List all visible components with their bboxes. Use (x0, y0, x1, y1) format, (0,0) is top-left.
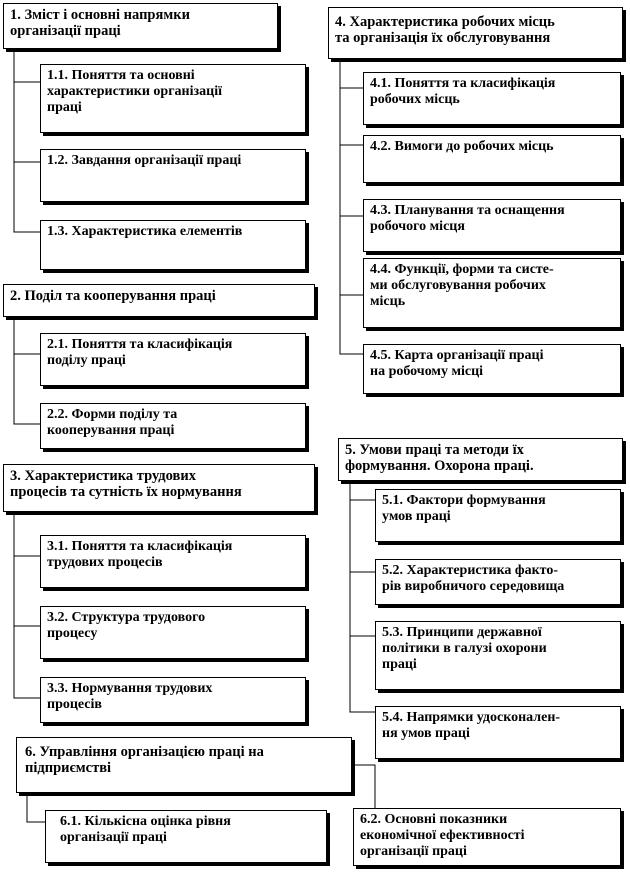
item-1-1: 1.1. Поняття та основні характеристики організації праці (40, 64, 306, 133)
item-1-2: 1.2. Завдання організації праці (40, 149, 306, 202)
connector-section-5 (350, 482, 375, 712)
item-4-2: 4.2. Вимоги до робочих місць (363, 135, 621, 183)
section-3-title: 3. Характеристика трудових процесів та сутність їх нормування (3, 464, 315, 512)
connector-section-6-1 (27, 795, 45, 822)
connector-section-2 (14, 318, 40, 424)
item-6-2: 6.2. Основні показники економічної ефективності організації праці (353, 808, 621, 866)
connector-section-3 (14, 513, 40, 698)
item-2-1: 2.1. Поняття та класифікація поділу праці (40, 333, 306, 386)
section-5-title: 5. Умови праці та методи їх формування. Охорона праці. (338, 438, 623, 481)
item-5-3: 5.3. Принципи державної політики в галузі охорони праці (375, 621, 621, 690)
item-4-5: 4.5. Карта організації праці на робочому місці (363, 344, 621, 394)
item-5-2: 5.2. Характеристика факто- рів виробничого середовища (375, 559, 621, 605)
item-3-2: 3.2. Структура трудового процесу (40, 606, 306, 659)
section-2-title: 2. Поділ та кооперування праці (3, 284, 315, 317)
section-1-title: 1. Зміст і основні напрямки організації праці (3, 3, 278, 49)
section-4-title: 4. Характеристика робочих місць та організація їх обслуговування (328, 7, 623, 59)
item-3-3: 3.3. Нормування трудових процесів (40, 677, 306, 723)
item-3-1: 3.1. Поняття та класифікація трудових процесів (40, 535, 306, 588)
item-6-1: 6.1. Кількісна оцінка рівня організації праці (45, 810, 327, 863)
item-1-3: 1.3. Характеристика елементів (40, 220, 306, 270)
connector-section-4 (340, 60, 363, 354)
item-4-1: 4.1. Поняття та класифікація робочих місць (363, 72, 621, 125)
section-6-title: 6. Управління організацією праці на підприємстві (16, 737, 352, 793)
connector-section-6-2 (352, 765, 375, 808)
item-4-3: 4.3. Планування та оснащення робочого місця (363, 199, 621, 252)
item-5-1: 5.1. Фактори формування умов праці (375, 489, 621, 542)
item-2-2: 2.2. Форми поділу та кооперування праці (40, 403, 306, 449)
item-4-4: 4.4. Функції, форми та систе- ми обслуговування робочих місць (363, 258, 621, 328)
connector-section-1 (14, 50, 40, 232)
item-5-4: 5.4. Напрямки удосконален- ня умов праці (375, 706, 621, 759)
